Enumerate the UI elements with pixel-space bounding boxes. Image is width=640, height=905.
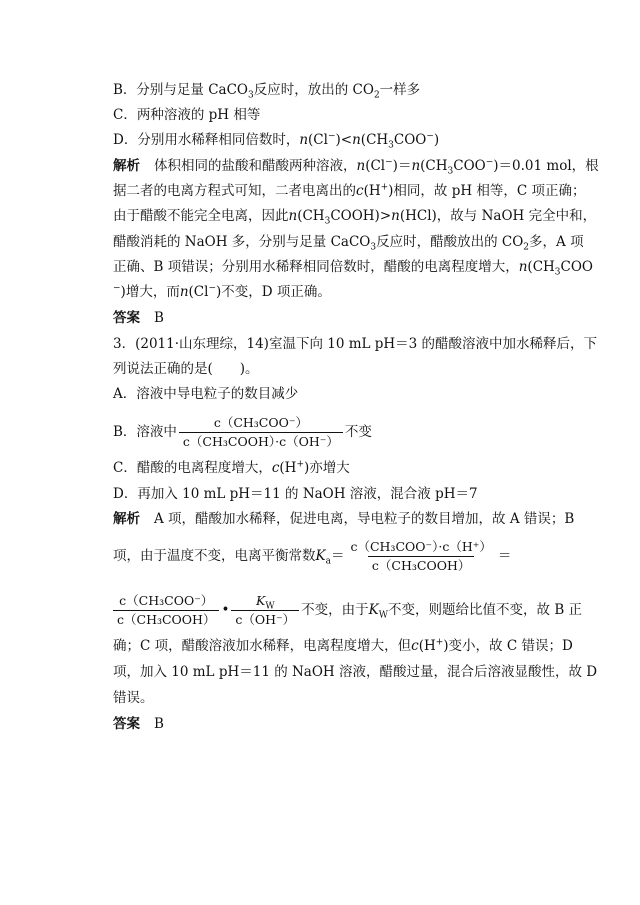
q2-analysis-line-6: −)增大，而n(Cl−)不变，D 项正确。: [113, 283, 331, 300]
q3-option-a: A．溶液中导电粒子的数目减少: [113, 386, 299, 402]
analysis-label: 解析: [113, 158, 140, 174]
q3-analysis-line-2: 项，由于温度不变，电离平衡常数$K_a=$ $\frac{\text{c（CH₃COO⁻）·c（H⁺）}}{\text{c（CH₃COOH）}}$ ＝: [113, 539, 512, 573]
q2-option-d: D．分别用水稀释相同倍数时，$n(Cl^-)<n(CH_3COO^-)$: [113, 131, 440, 151]
fraction: $\frac{K_W}{c(OH^-)}$: [231, 593, 299, 628]
q2-option-b: B．分别与足量 CaCO$_3$反应时，放出的 $CO_2$一样多: [113, 82, 421, 101]
q2-answer: [113, 308, 164, 328]
q3-stem-line-1: 3．(2011·山东理综，14)室温下向 10 mL pH＝3 的醋酸溶液中加水稀释后，下: [113, 336, 598, 352]
q3-option-b: B．溶液中 $\frac{\text{c（CH₃COO⁻）}}{\text{c（CH₃COOH）·c（OH⁻）}}$ 不变: [113, 415, 372, 449]
q3-analysis-line-4: 确；C 项，醋酸溶液加水稀释，电离程度增大，但c(H+)变小，故 C 错误；D: [113, 637, 573, 654]
analysis-label: 解析: [113, 511, 140, 527]
q3-answer: [113, 714, 164, 734]
q2-analysis-line-3: 由于醋酸不能完全电离，因此$n(CH_3COOH)>n(HCl)$，故与 NaOH 完全中和，: [113, 208, 597, 227]
answer-value: B: [154, 310, 164, 326]
answer-value: B: [154, 716, 164, 732]
q2-analysis-line-2: 据二者的电离方程式可知，二者电离出的c(H+)相同，故 pH 相等，C 项正确；: [113, 182, 586, 199]
q2-option-c: C．两种溶液的 pH 相等: [113, 107, 261, 123]
q2-analysis-line-4: 醋酸消耗的 NaOH 多，分别与足量 CaCO$_3$反应时，醋酸放出的 $CO_2$多，A 项: [113, 234, 584, 253]
q3-analysis-line-3: $\frac{\text{c（CH₃COO⁻）}}{\text{c（CH₃COOH）}}$ • $\frac{K_W}{c(OH^-)}$ 不变，由于$K_W$不变，则题给比值不变，故 B 正: [111, 592, 582, 628]
q3-option-c: C．醋酸的电离程度增大，c(H+)亦增大: [113, 459, 350, 476]
q2-analysis-line-1: 解析 体积相同的盐酸和醋酸两种溶液，$n(Cl^-)=n(CH_3COO^-)=0.01$ mol，根: [113, 157, 599, 177]
q3-option-d: D．再加入 10 mL pH＝11 的 NaOH 溶液，混合液 pH＝7: [113, 486, 478, 502]
answer-label: 答案: [113, 716, 140, 732]
q3-analysis-line-5: 项，加入 10 mL pH＝11 的 NaOH 溶液，醋酸过量，混合后溶液显酸性，故 D: [113, 664, 598, 680]
q3-analysis-line-1: 解析 A 项，醋酸加水稀释，促进电离，导电粒子的数目增加，故 A 错误；B: [113, 511, 575, 527]
fraction: $\frac{\text{c（CH₃COO⁻）}}{\text{c（CH₃COOH）}}$: [113, 593, 219, 628]
q2-analysis-line-5: 正确、B 项错误；分别用水稀释相同倍数时，醋酸的电离程度增大，$n(CH_3COO$: [113, 259, 593, 278]
answer-label: 答案: [113, 310, 140, 326]
q3-analysis-line-6: 错误。: [113, 690, 154, 706]
q3-stem-line-2: 列说法正确的是( )。: [113, 361, 259, 377]
fraction: $\frac{\text{c（CH₃COO⁻）·c（H⁺）}}{\text{c（CH₃COOH）}}$: [350, 539, 492, 573]
fraction: $\frac{\text{c（CH₃COO⁻）}}{\text{c（CH₃COOH）·c（OH⁻）}}$: [179, 415, 343, 450]
